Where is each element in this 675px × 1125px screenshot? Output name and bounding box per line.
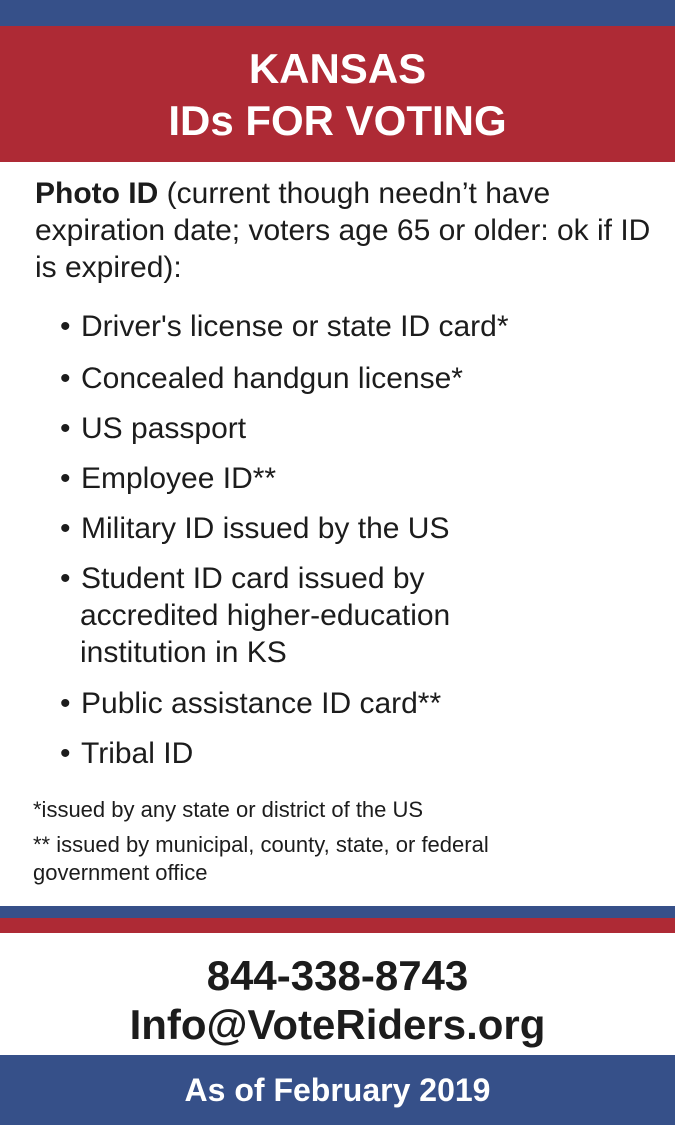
title-subject: IDs FOR VOTING: [168, 97, 507, 144]
as-of-date: As of February 2019: [184, 1072, 491, 1108]
top-blue-bar: [0, 0, 675, 26]
photo-id-intro: [35, 175, 655, 286]
title-state: KANSAS: [248, 45, 427, 92]
divider-blue: [0, 906, 675, 918]
bullet: •: [60, 412, 71, 445]
footnote-double-2: government office: [33, 860, 208, 885]
bullet: •: [60, 512, 71, 545]
bullet: •: [60, 462, 71, 495]
photo-id-description: (current though needn’t have expiration date; voters age 65 or older: ok if ID is expired):: [35, 177, 651, 284]
divider-red: [0, 918, 675, 933]
footnote-double-1: ** issued by municipal, county, state, or federal: [33, 832, 489, 857]
email-address: Info@VoteRiders.org: [129, 1001, 546, 1048]
date-footer: [0, 1055, 675, 1125]
photo-id-label: Photo ID: [35, 177, 159, 210]
title-banner: [0, 26, 675, 162]
bullet: •: [60, 687, 71, 720]
bullet: •: [60, 310, 71, 343]
bullet: •: [60, 562, 71, 595]
phone-number: 844-338-8743: [206, 952, 469, 999]
footnote-single: *issued by any state or district of the US: [33, 797, 424, 822]
bullet: •: [60, 362, 71, 395]
bullet: •: [60, 737, 71, 770]
